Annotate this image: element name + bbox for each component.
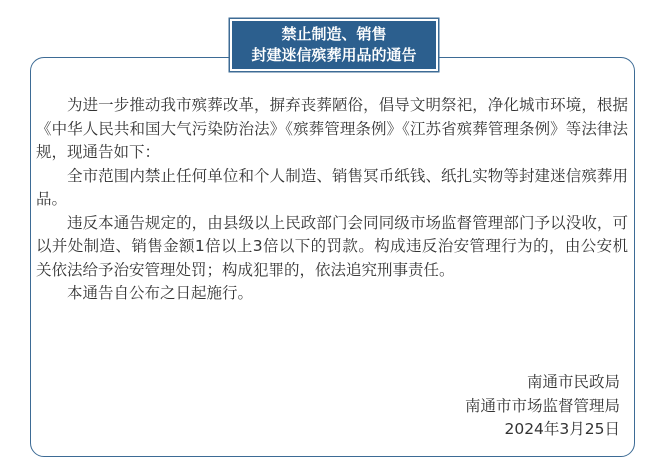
issuer-civil-affairs: 南通市民政局	[526, 373, 620, 391]
notice-title-line-1: 禁止制造、销售	[281, 25, 387, 43]
paragraph-prohibition: 全市范围内禁止任何单位和个人制造、销售冥币纸钱、纸扎实物等封建迷信殡葬用品。	[36, 166, 628, 208]
issuer-market-regulation: 南通市市场监督管理局	[464, 396, 620, 415]
notice-title-line-2: 封建迷信殡葬用品的通告	[251, 46, 417, 64]
notice-signature	[465, 371, 620, 442]
issue-date: 2024年3月25日	[504, 420, 620, 438]
paragraph-penalty: 违反本通告规定的，由县级以上民政部门会同同级市场监督管理部门予以没收，可以并处制造、销售金额1倍以上3倍以下的罚款。构成违反治安管理行为的，由公安机关依法给予治安管理处罚；构成犯罪的，依法追究刑事责任。	[36, 213, 628, 279]
notice-title-banner	[232, 21, 436, 69]
notice-body	[36, 94, 628, 306]
paragraph-intro: 为进一步推动我市殡葬改革，摒弃丧葬陋俗，倡导文明祭祀，净化城市环境，根据《中华人民共和国大气污染防治法》《殡葬管理条例》《江苏省殡葬管理条例》等法律法规，现通告如下：	[36, 96, 628, 161]
paragraph-effective: 本通告自公布之日起施行。	[67, 284, 254, 302]
